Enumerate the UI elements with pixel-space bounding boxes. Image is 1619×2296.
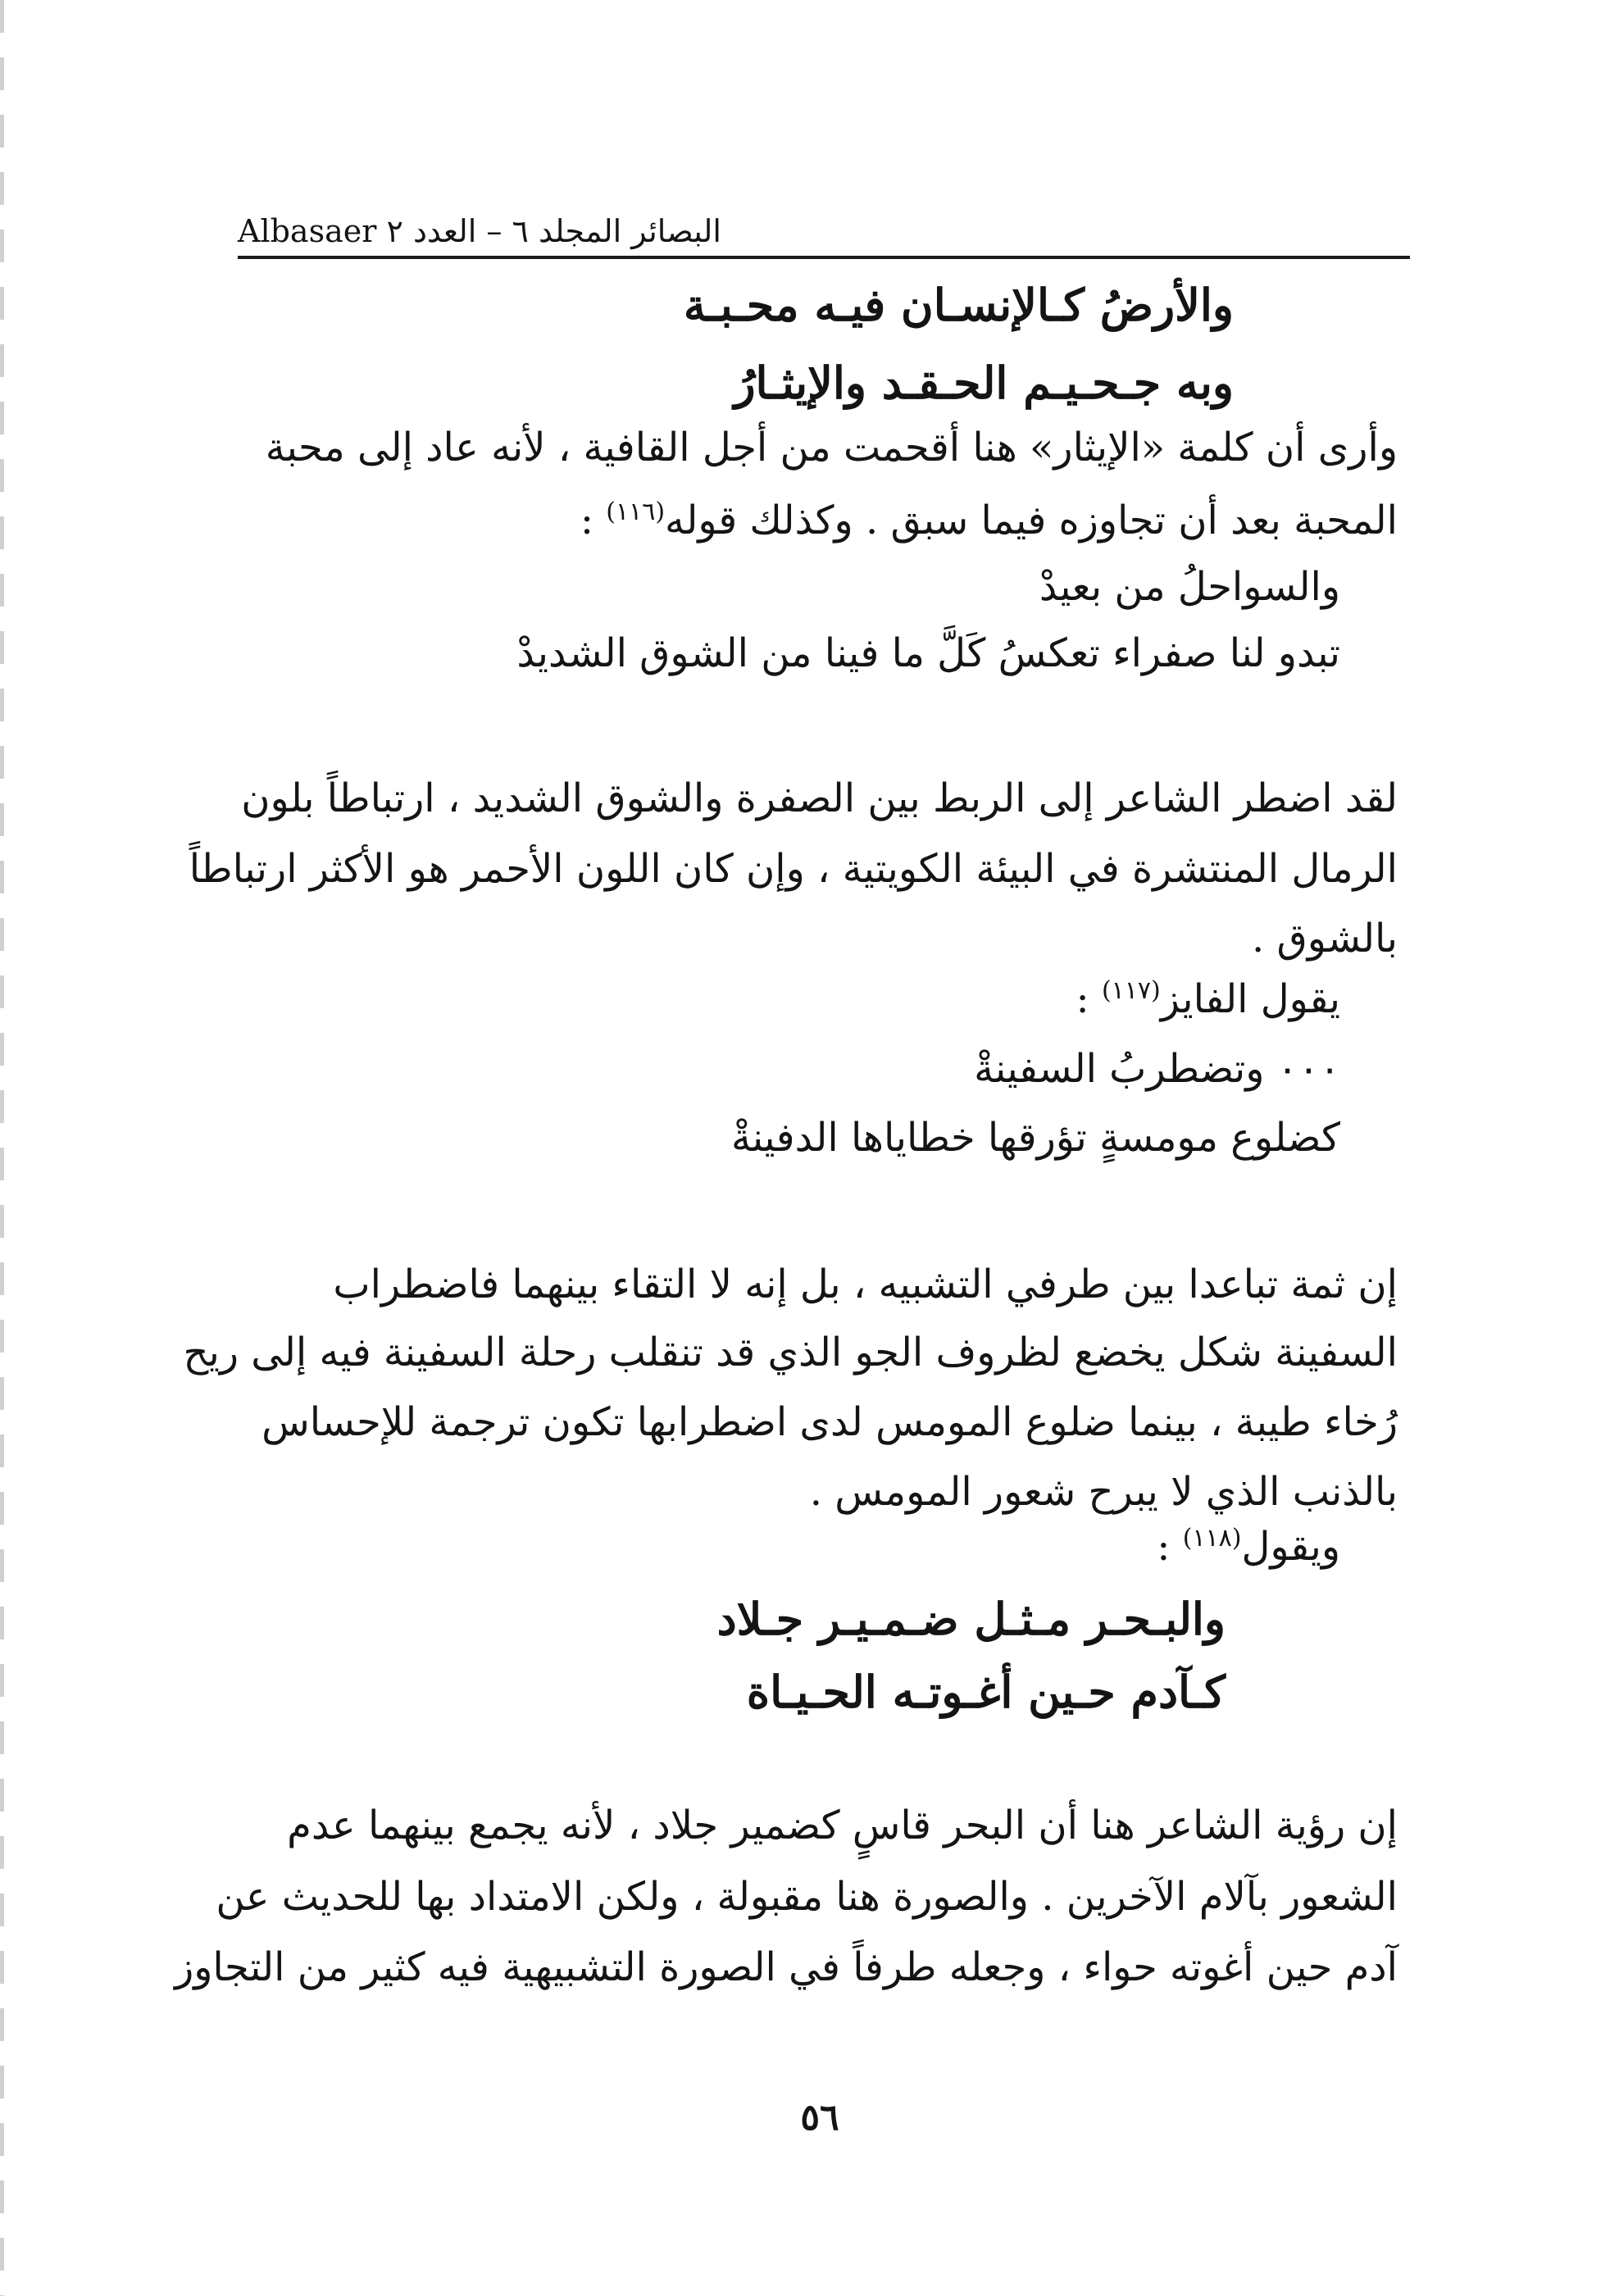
footnote-marker: (١١٧)	[1101, 976, 1161, 1005]
paragraph-line: بالذنب الذي لا يبرح شعور المومس .	[809, 1469, 1398, 1515]
paragraph-line: وأرى أن كلمة «الإيثار» هنا أقحمت من أجل القافية ، لأنه عاد إلى محبة	[265, 425, 1398, 471]
verse-line: وبه جـحـيـم الحـقـد والإيثـارُ	[734, 357, 1234, 409]
paragraph-line: السفينة شكل يخضع لظروف الجو الذي قد تنقلب رحلة السفينة فيه إلى ريح	[183, 1330, 1398, 1375]
verse-line: والأرضُ كـالإنسـان فيـه محـبـة	[683, 279, 1234, 331]
verse-line: والبـحـر مـثـل ضـمـيـر جـلاد	[716, 1593, 1226, 1645]
paragraph-line: الشعور بآلام الآخرين . والصورة هنا مقبولة ، ولكن الامتداد بها للحديث عن	[216, 1874, 1398, 1920]
page-edge	[0, 0, 4, 2296]
verse-line: كـآدم حـين أغـوتـه الحـيـاة	[746, 1666, 1226, 1718]
verse-line: والسواحلُ من بعيدْ	[1039, 564, 1340, 610]
paragraph-line: إن ثمة تباعدا بين طرفي التشبيه ، بل إنه لا التقاء بينهما فاضطراب	[333, 1262, 1398, 1307]
header-rule	[238, 256, 1410, 259]
paragraph-line: بالشوق .	[1252, 916, 1398, 962]
paragraph-line: لقد اضطر الشاعر إلى الربط بين الصفرة والشوق الشديد ، ارتباطاً بلون	[241, 775, 1398, 821]
colon: :	[1076, 976, 1102, 1022]
paragraph-line	[1076, 976, 1341, 1022]
paragraph-line	[1157, 1524, 1340, 1570]
paragraph-text: المحبة بعد أن تجاوزه فيما سبق . وكذلك قوله	[665, 498, 1398, 543]
paragraph-text: ويقول	[1241, 1524, 1340, 1570]
verse-line: تبدو لنا صفراء تعكسُ كَلَّ ما فينا من الشوق الشديدْ	[516, 630, 1340, 676]
footnote-marker: (١١٦)	[606, 498, 666, 526]
journal-title: البصائر المجلد ٦ – العدد ٢ Albasaer	[238, 213, 721, 249]
paragraph-line: آدم حين أغوته حواء ، وجعله طرفاً في الصورة التشبيهية فيه كثير من التجاوز	[175, 1944, 1398, 1990]
paragraph-line	[580, 498, 1398, 543]
footnote-marker: (١١٨)	[1182, 1524, 1242, 1553]
paragraph-line: الرمال المنتشرة في البيئة الكويتية ، وإن كان اللون الأحمر هو الأكثر ارتباطاً	[189, 846, 1398, 892]
colon: :	[580, 498, 607, 543]
paragraph-line: رُخاء طيبة ، بينما ضلوع المومس لدى اضطرابها تكون ترجمة للإحساس	[261, 1399, 1398, 1445]
colon: :	[1157, 1524, 1183, 1570]
running-header	[238, 200, 1410, 259]
page-number: ٥٦	[800, 2097, 839, 2139]
paragraph-line: إن رؤية الشاعر هنا أن البحر قاسٍ كضمير جلاد ، لأنه يجمع بينهما عدم	[287, 1803, 1398, 1848]
verse-line: كضلوع مومسةٍ تؤرقها خطاياها الدفينةْ	[730, 1115, 1340, 1161]
verse-line: ٠٠٠ وتضطربُ السفينةْ	[974, 1046, 1340, 1092]
paragraph-text: يقول الفايز	[1160, 976, 1340, 1022]
